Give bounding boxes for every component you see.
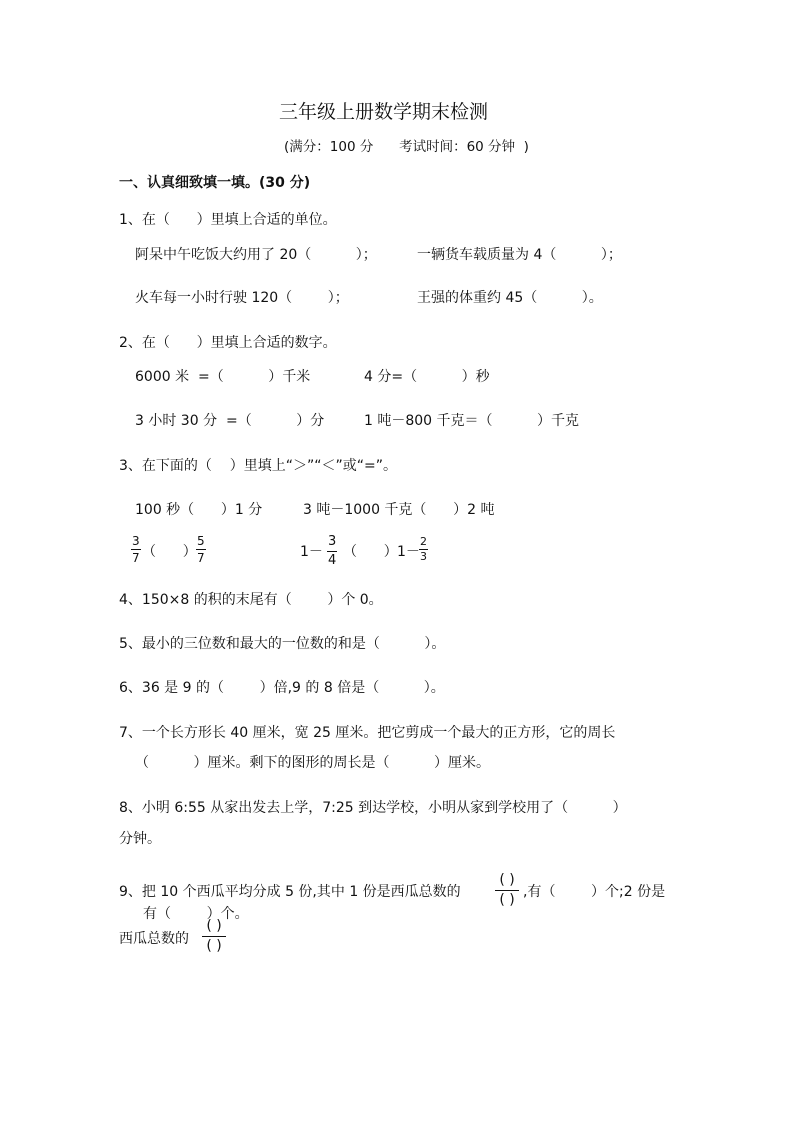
fraction-3-7 — [131, 534, 141, 565]
fraction-numerator: 2 — [420, 535, 427, 548]
fraction-numerator: 5 — [197, 534, 205, 548]
one-minus-b: 1－ — [397, 544, 420, 560]
question-7-line-1: 7、一个长方形长 40 厘米，宽 25 厘米。把它剪成一个最大的正方形，它的周长 — [119, 725, 616, 741]
blank-denominator: ( ) — [206, 938, 222, 954]
exam-info: (满分：100 分 考试时间：60 分钟 ) — [284, 139, 529, 155]
question-2b: 4 分=（ ）秒 — [364, 369, 490, 385]
question-8-line-2: 分钟。 — [119, 831, 161, 847]
fraction-denominator: 7 — [197, 551, 205, 565]
question-5: 5、最小的三位数和最大的一位数的和是（ ）。 — [119, 636, 446, 652]
question-1d: 王强的体重约 45（ ）。 — [417, 290, 603, 306]
blank-fraction-1 — [494, 872, 520, 910]
question-2a: 6000 米 =（ ）千米 — [135, 369, 311, 385]
compare-blank-2: （ ） — [343, 544, 398, 560]
fraction-denominator: 3 — [420, 550, 427, 563]
question-1c: 火车每一小时行驶 120（ ）； — [135, 290, 349, 306]
fraction-numerator: 3 — [328, 534, 337, 549]
question-3b: 3 吨－1000 千克（ ）2 吨 — [303, 502, 495, 518]
question-2d: 1 吨－800 千克＝（ ）千克 — [364, 413, 580, 429]
question-9-line-2: 有（ ）个。 — [143, 906, 249, 922]
page-title: 三年级上册数学期末检测 — [279, 101, 489, 123]
fraction-denominator: 4 — [328, 553, 337, 568]
question-1-stem: 1、在（ ）里填上合适的单位。 — [119, 212, 337, 228]
blank-fraction-2 — [201, 918, 227, 956]
question-7-line-2: （ ）厘米。剩下的图形的周长是（ ）厘米。 — [135, 755, 491, 771]
question-8-line-1: 8、小明 6:55 从家出发去上学，7:25 到达学校，小明从家到学校用了（ ） — [119, 800, 627, 816]
question-1b: 一辆货车载质量为 4（ ）； — [417, 247, 622, 263]
one-minus-a: 1－ — [300, 544, 323, 560]
question-2-stem: 2、在（ ）里填上合适的数字。 — [119, 335, 337, 351]
blank-numerator: ( ) — [499, 872, 515, 888]
question-3a: 100 秒（ ）1 分 — [135, 502, 263, 518]
question-9-line-1a: 9、把 10 个西瓜平均分成 5 份,其中 1 份是西瓜总数的 — [119, 884, 461, 900]
fraction-5-7 — [196, 534, 206, 565]
fraction-3-4 — [327, 534, 337, 569]
question-4: 4、150×8 的积的末尾有（ ）个 0。 — [119, 592, 383, 608]
section-heading: 一、认真细致填一填。(30 分) — [119, 175, 311, 191]
fraction-numerator: 3 — [132, 534, 140, 548]
blank-denominator: ( ) — [499, 892, 515, 908]
question-3-stem: 3、在下面的（ ）里填上“＞”“＜”或“=”。 — [119, 458, 397, 474]
question-9-line-3: 西瓜总数的 — [119, 931, 189, 947]
fraction-2-3 — [419, 536, 428, 563]
blank-numerator: ( ) — [206, 918, 222, 934]
question-2c: 3 小时 30 分 =（ ）分 — [135, 413, 325, 429]
fraction-denominator: 7 — [132, 551, 140, 565]
question-1a: 阿呆中午吃饭大约用了 20（ ）； — [135, 247, 377, 263]
question-6: 6、36 是 9 的（ ）倍,9 的 8 倍是（ ）。 — [119, 680, 445, 696]
compare-blank-1: （ ） — [142, 544, 197, 560]
question-9-line-1b: ,有（ ）个;2 份是 — [523, 884, 666, 900]
